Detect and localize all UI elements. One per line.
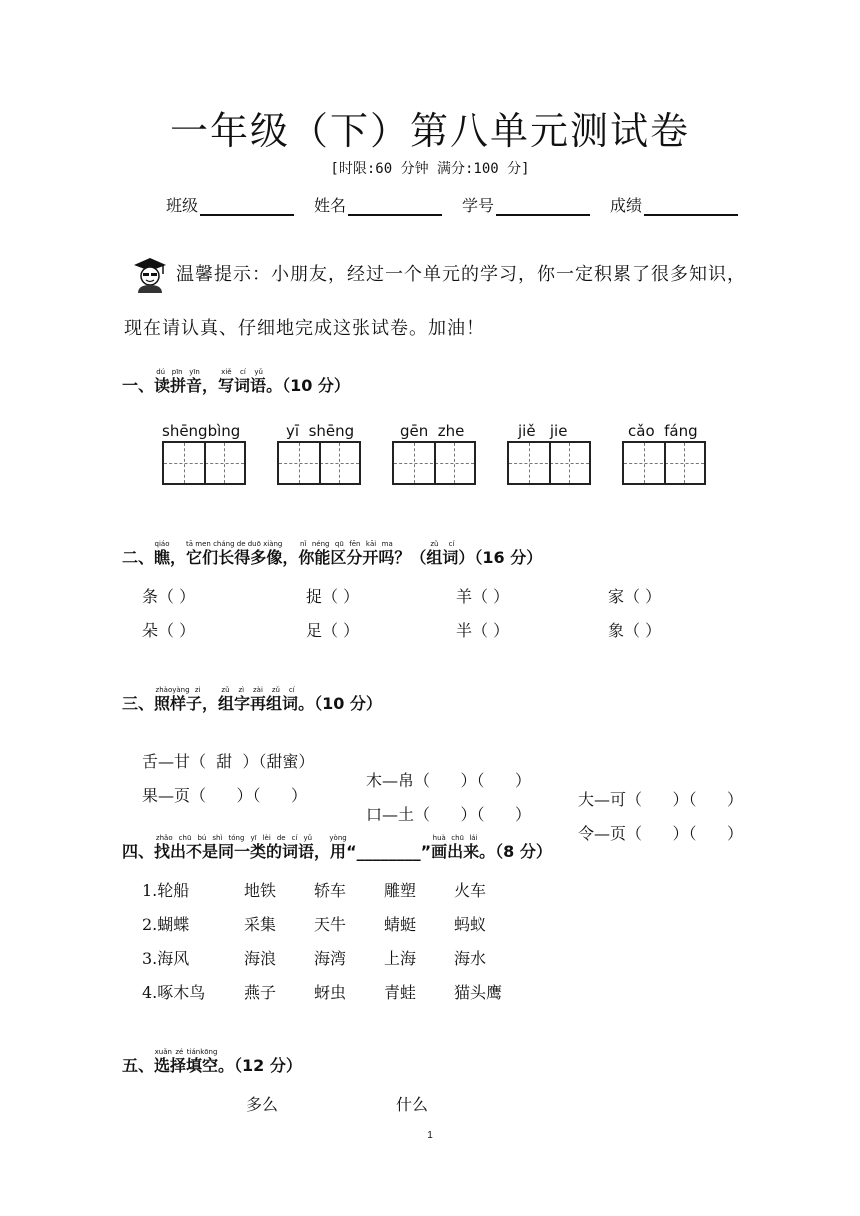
s4-word-r2-c4[interactable]: 蜻蜓 [384,915,417,934]
page-number: 1 [427,1130,433,1141]
section1-pinyin-2: xiě cí yǔ [218,368,267,376]
s4-word-r4-c3[interactable]: 蚜虫 [314,983,347,1002]
section2-row2 [142,618,762,644]
section2-text-1: ， [170,548,187,567]
section4-text-5: 。（8 分） [479,842,552,861]
section1-number: 一、 [122,376,155,395]
section1-pinyin-0: dú pīn yīn [154,368,203,376]
section5-pinyin-0: xuǎn zé tiánkōng [154,1048,219,1056]
s2-item-3[interactable]: 羊（ ） [456,587,510,606]
section4-pinyin-4: huà chū lái [431,834,480,842]
s2-item-7[interactable]: 半（ ） [456,621,510,640]
s4-word-r2-c1: 2.蝴蝶 [142,915,190,934]
s2-item-2[interactable]: 捉（ ） [306,587,360,606]
section3-text-2: 组字再组词zǔ zì zài zǔ cí [218,686,299,713]
section2-text-2: 它们长得多像tā men cháng de duō xiàng [186,540,283,567]
s4-word-r2-c3[interactable]: 天牛 [314,915,347,934]
info-score [610,193,738,216]
section3-text-3: 。（10 分） [298,694,382,713]
section4-heading [122,834,552,862]
section3-number: 三、 [122,694,155,713]
s4-word-r2-c5[interactable]: 蚂蚁 [454,915,487,934]
s4-word-r4-c1: 4.啄木鸟 [142,983,206,1002]
section4-pinyin-2: yòng [329,834,347,842]
section4-text-0: 找出不是同一类的词语zhǎo chū bú shì tóng yī lèi de cí yǔ [154,834,315,861]
id-blank[interactable] [496,196,590,216]
section1-heading [122,368,350,396]
section1-text-1: ， [202,376,219,395]
section2-text-0: 瞧qiáo [154,540,171,567]
section2-pinyin-4: nǐ néng qū fēn kāi ma [298,540,395,548]
s2-item-1[interactable]: 条（ ） [142,587,196,606]
info-label-id: 学号 [462,196,495,215]
section4-pinyin-0: zhǎo chū bú shì tóng yī lèi de cí yǔ [154,834,315,842]
section2-text-4: 你能区分开吗nǐ néng qū fēn kāi ma [298,540,395,567]
info-label-class: 班级 [166,196,199,215]
section3-text-0: 照样子zhàoyàng zi [154,686,203,713]
section5-text-1: 。（12 分） [218,1056,302,1075]
section5-heading [122,1048,302,1076]
name-blank[interactable] [348,196,442,216]
s3-item-3[interactable]: 果—页（ ）（ ） [142,786,308,805]
section2-text-7: ）（16 分） [458,548,543,567]
section5-text-0: 选择填空xuǎn zé tiánkōng [154,1048,219,1075]
section2-heading [122,540,542,568]
tip-text-line2: 现在请认真、仔细地完成这张试卷。加油！ [124,318,485,339]
s4-word-r3-c5[interactable]: 海水 [454,949,487,968]
s4-word-r4-c4[interactable]: 青蛙 [384,983,417,1002]
s4-word-r3-c3[interactable]: 海湾 [314,949,347,968]
section2-text-3: ， [282,548,299,567]
info-label-score: 成绩 [610,196,643,215]
s2-item-8[interactable]: 象（ ） [608,621,662,640]
info-name [314,193,442,216]
s2-item-4[interactable]: 家（ ） [608,587,662,606]
info-id [462,193,590,216]
section2-pinyin-0: qiáo [154,540,171,548]
section4-text-4: 画出来huà chū lái [431,834,480,861]
pinyin-4: jiě jie [518,422,568,440]
s4-word-r1-c5[interactable]: 火车 [454,881,487,900]
option-word-2: 什么 [396,1095,429,1114]
pinyin-5: cǎo fáng [628,422,698,440]
section1-text-3: 。（10 分） [266,376,350,395]
s4-word-r1-c4[interactable]: 雕塑 [384,881,417,900]
s4-word-r1-c3[interactable]: 轿车 [314,881,347,900]
tip-text-line1: 温馨提示：小朋友，经过一个单元的学习，你一定积累了很多知识， [176,264,746,285]
student-graduation-cap-icon [130,256,170,294]
pinyin-2: yī shēng [286,422,355,440]
section2-pinyin-6: zǔ cí [426,540,459,548]
section5-number: 五、 [122,1056,155,1075]
s4-word-r3-c2[interactable]: 海浪 [244,949,277,968]
writing-grid-1[interactable] [162,441,246,485]
section4-number: 四、 [122,842,155,861]
info-label-name: 姓名 [314,196,347,215]
s4-word-r4-c5[interactable]: 猫头鹰 [454,983,503,1002]
s3-item-2[interactable]: 大—可（ ）（ ） [578,790,744,809]
s4-word-r3-c1: 3.海风 [142,949,190,968]
warm-tip [124,248,770,356]
section1-text-2: 写词语xiě cí yǔ [218,368,267,395]
section4-text-3: “________” [346,842,432,861]
pinyin-3: gēn zhe [400,422,465,440]
pinyin-1: shēngbìng [162,422,241,440]
writing-grid-5[interactable] [622,441,706,485]
s3-item-1[interactable]: 木—帛（ ）（ ） [366,771,532,790]
section2-pinyin-2: tā men cháng de duō xiàng [186,540,283,548]
s4-word-r3-c4[interactable]: 上海 [384,949,417,968]
time-limit-score: [时限:60 分钟 满分:100 分] [330,161,530,177]
section1-text-0: 读拼音dú pīn yīn [154,368,203,395]
writing-grid-4[interactable] [507,441,591,485]
s4-word-r4-c2[interactable]: 燕子 [244,983,277,1002]
section3-heading [122,686,382,714]
s2-item-6[interactable]: 足（ ） [306,621,360,640]
score-blank[interactable] [644,196,738,216]
info-class [166,193,294,216]
s2-item-5[interactable]: 朵（ ） [142,621,196,640]
section2-text-6: 组词zǔ cí [426,540,459,567]
section3-pinyin-2: zǔ zì zài zǔ cí [218,686,299,694]
section2-text-5: ？（ [394,548,427,567]
section3-text-1: ， [202,694,219,713]
writing-grid-3[interactable] [392,441,476,485]
section3-pinyin-0: zhàoyàng zi [154,686,203,694]
s3-item-5[interactable]: 令—页（ ）（ ） [578,824,744,843]
option-word-1: 多么 [246,1095,279,1114]
section4-text-1: ， [314,842,331,861]
section2-number: 二、 [122,548,155,567]
s3-item-4[interactable]: 口—土（ ）（ ） [366,805,532,824]
s4-word-r1-c1: 1.轮船 [142,881,190,900]
page-title: 一年级（下）第八单元测试卷 [169,109,690,153]
s3-example: 舌—甘（ 甜 ）（甜蜜） [142,752,315,771]
s4-word-r2-c2[interactable]: 采集 [244,915,277,934]
section4-text-2: 用yòng [329,834,347,861]
s4-word-r1-c2[interactable]: 地铁 [244,881,277,900]
class-blank[interactable] [200,196,294,216]
section2-row1 [142,584,762,610]
writing-grid-2[interactable] [277,441,361,485]
